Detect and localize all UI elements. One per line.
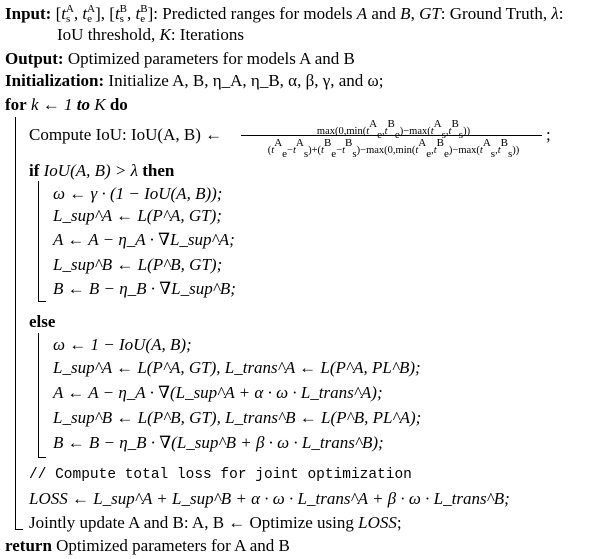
joint-update-text: Jointly update A and B: A, B ← Optimize using [29, 513, 354, 532]
if-condition: IoU(A, B) > λ [43, 161, 139, 180]
initialization-line [5, 71, 383, 91]
input-k-desc: Iterations [179, 25, 244, 44]
if-line: L_sup^B ← L(P^B, GT); [53, 255, 223, 274]
input-gt-desc: Ground Truth, [449, 4, 548, 23]
output-label: Output: [5, 49, 64, 68]
then-keyword: then [142, 161, 175, 180]
initialization-label: Initialization: [5, 71, 105, 90]
code-comment: // Compute total loss for joint optimization [29, 467, 412, 483]
loop-limit: K [94, 95, 106, 114]
else-keyword: else [29, 312, 56, 331]
initialization-text: Initialize A, B, η_A, η_B, α, β, γ, and ω; [108, 71, 384, 90]
if-block-bar [38, 181, 39, 301]
if-line: ω ← γ · (1 − IoU(A, B)); [53, 184, 223, 203]
input-ranges-desc: : Predicted ranges for models [153, 4, 353, 23]
to-keyword: to [76, 95, 90, 114]
for-keyword: for [5, 95, 27, 114]
iou-line [29, 125, 222, 145]
output-text: Optimized parameters for models A and B [67, 49, 355, 68]
else-line: ω ← 1 − IoU(A, B); [53, 335, 192, 354]
input-label: Input: [5, 4, 52, 23]
return-line [5, 536, 290, 556]
else-line: B ← B − η_B · ∇(L_sup^B + β · ω · L_trans^B); [53, 433, 384, 452]
iou-label: Compute IoU: IoU(A, B) ← [29, 125, 223, 144]
if-line: A ← A − η_A · ∇L_sup^A; [53, 230, 235, 249]
else-block-foot [38, 457, 46, 458]
if-keyword: if [29, 161, 40, 180]
return-text: Optimized parameters for A and B [56, 536, 290, 555]
input-lambda-desc: IoU threshold, [57, 25, 156, 44]
loop-block-foot [15, 529, 23, 530]
if-block-foot [38, 301, 46, 302]
iou-semicolon: ; [546, 125, 551, 144]
joint-update-loss: LOSS [358, 513, 397, 532]
else-line: A ← A − η_A · ∇(L_sup^A + α · ω · L_trans^A); [53, 383, 383, 402]
iou-denominator: (tAe−tAs)+(tBe−tBs)−max(0,min(tAe,tBe)−max(tAs,tBs)) [267, 137, 520, 160]
loop-var: k ← 1 [30, 95, 73, 114]
if-line: B ← B − η_B · ∇L_sup^B; [53, 279, 236, 298]
input-line-cont: IoU threshold, K: Iterations [57, 25, 244, 44]
else-line: L_sup^B ← L(P^B, GT), L_trans^B ← L(P^B, PL^A); [53, 408, 422, 427]
else-block-bar [38, 333, 39, 457]
do-keyword: do [109, 95, 128, 114]
total-loss-line: LOSS ← L_sup^A + L_sup^B + α · ω · L_trans^A + β · ω · L_trans^B; [29, 489, 510, 508]
if-header [29, 161, 174, 181]
input-line: Input: [t A s , t A e ], [t B s , t B e ]: Predicted ranges for models A and B, GT: Ground Truth, λ: [5, 3, 564, 25]
for-loop-header [5, 95, 128, 115]
joint-update-line: Jointly update A and B: A, B ← Optimize using LOSS; [29, 513, 402, 532]
iou-fraction-bar [241, 135, 542, 136]
output-line [5, 49, 355, 69]
loop-block-bar [15, 117, 16, 529]
if-line: L_sup^A ← L(P^A, GT); [53, 206, 222, 225]
else-line: L_sup^A ← L(P^A, GT), L_trans^A ← L(P^A, PL^B); [53, 358, 421, 377]
iou-numerator: max(0,min(tAe,tBe)−max(tAs,tBs)) [316, 118, 471, 141]
return-keyword: return [5, 536, 52, 555]
